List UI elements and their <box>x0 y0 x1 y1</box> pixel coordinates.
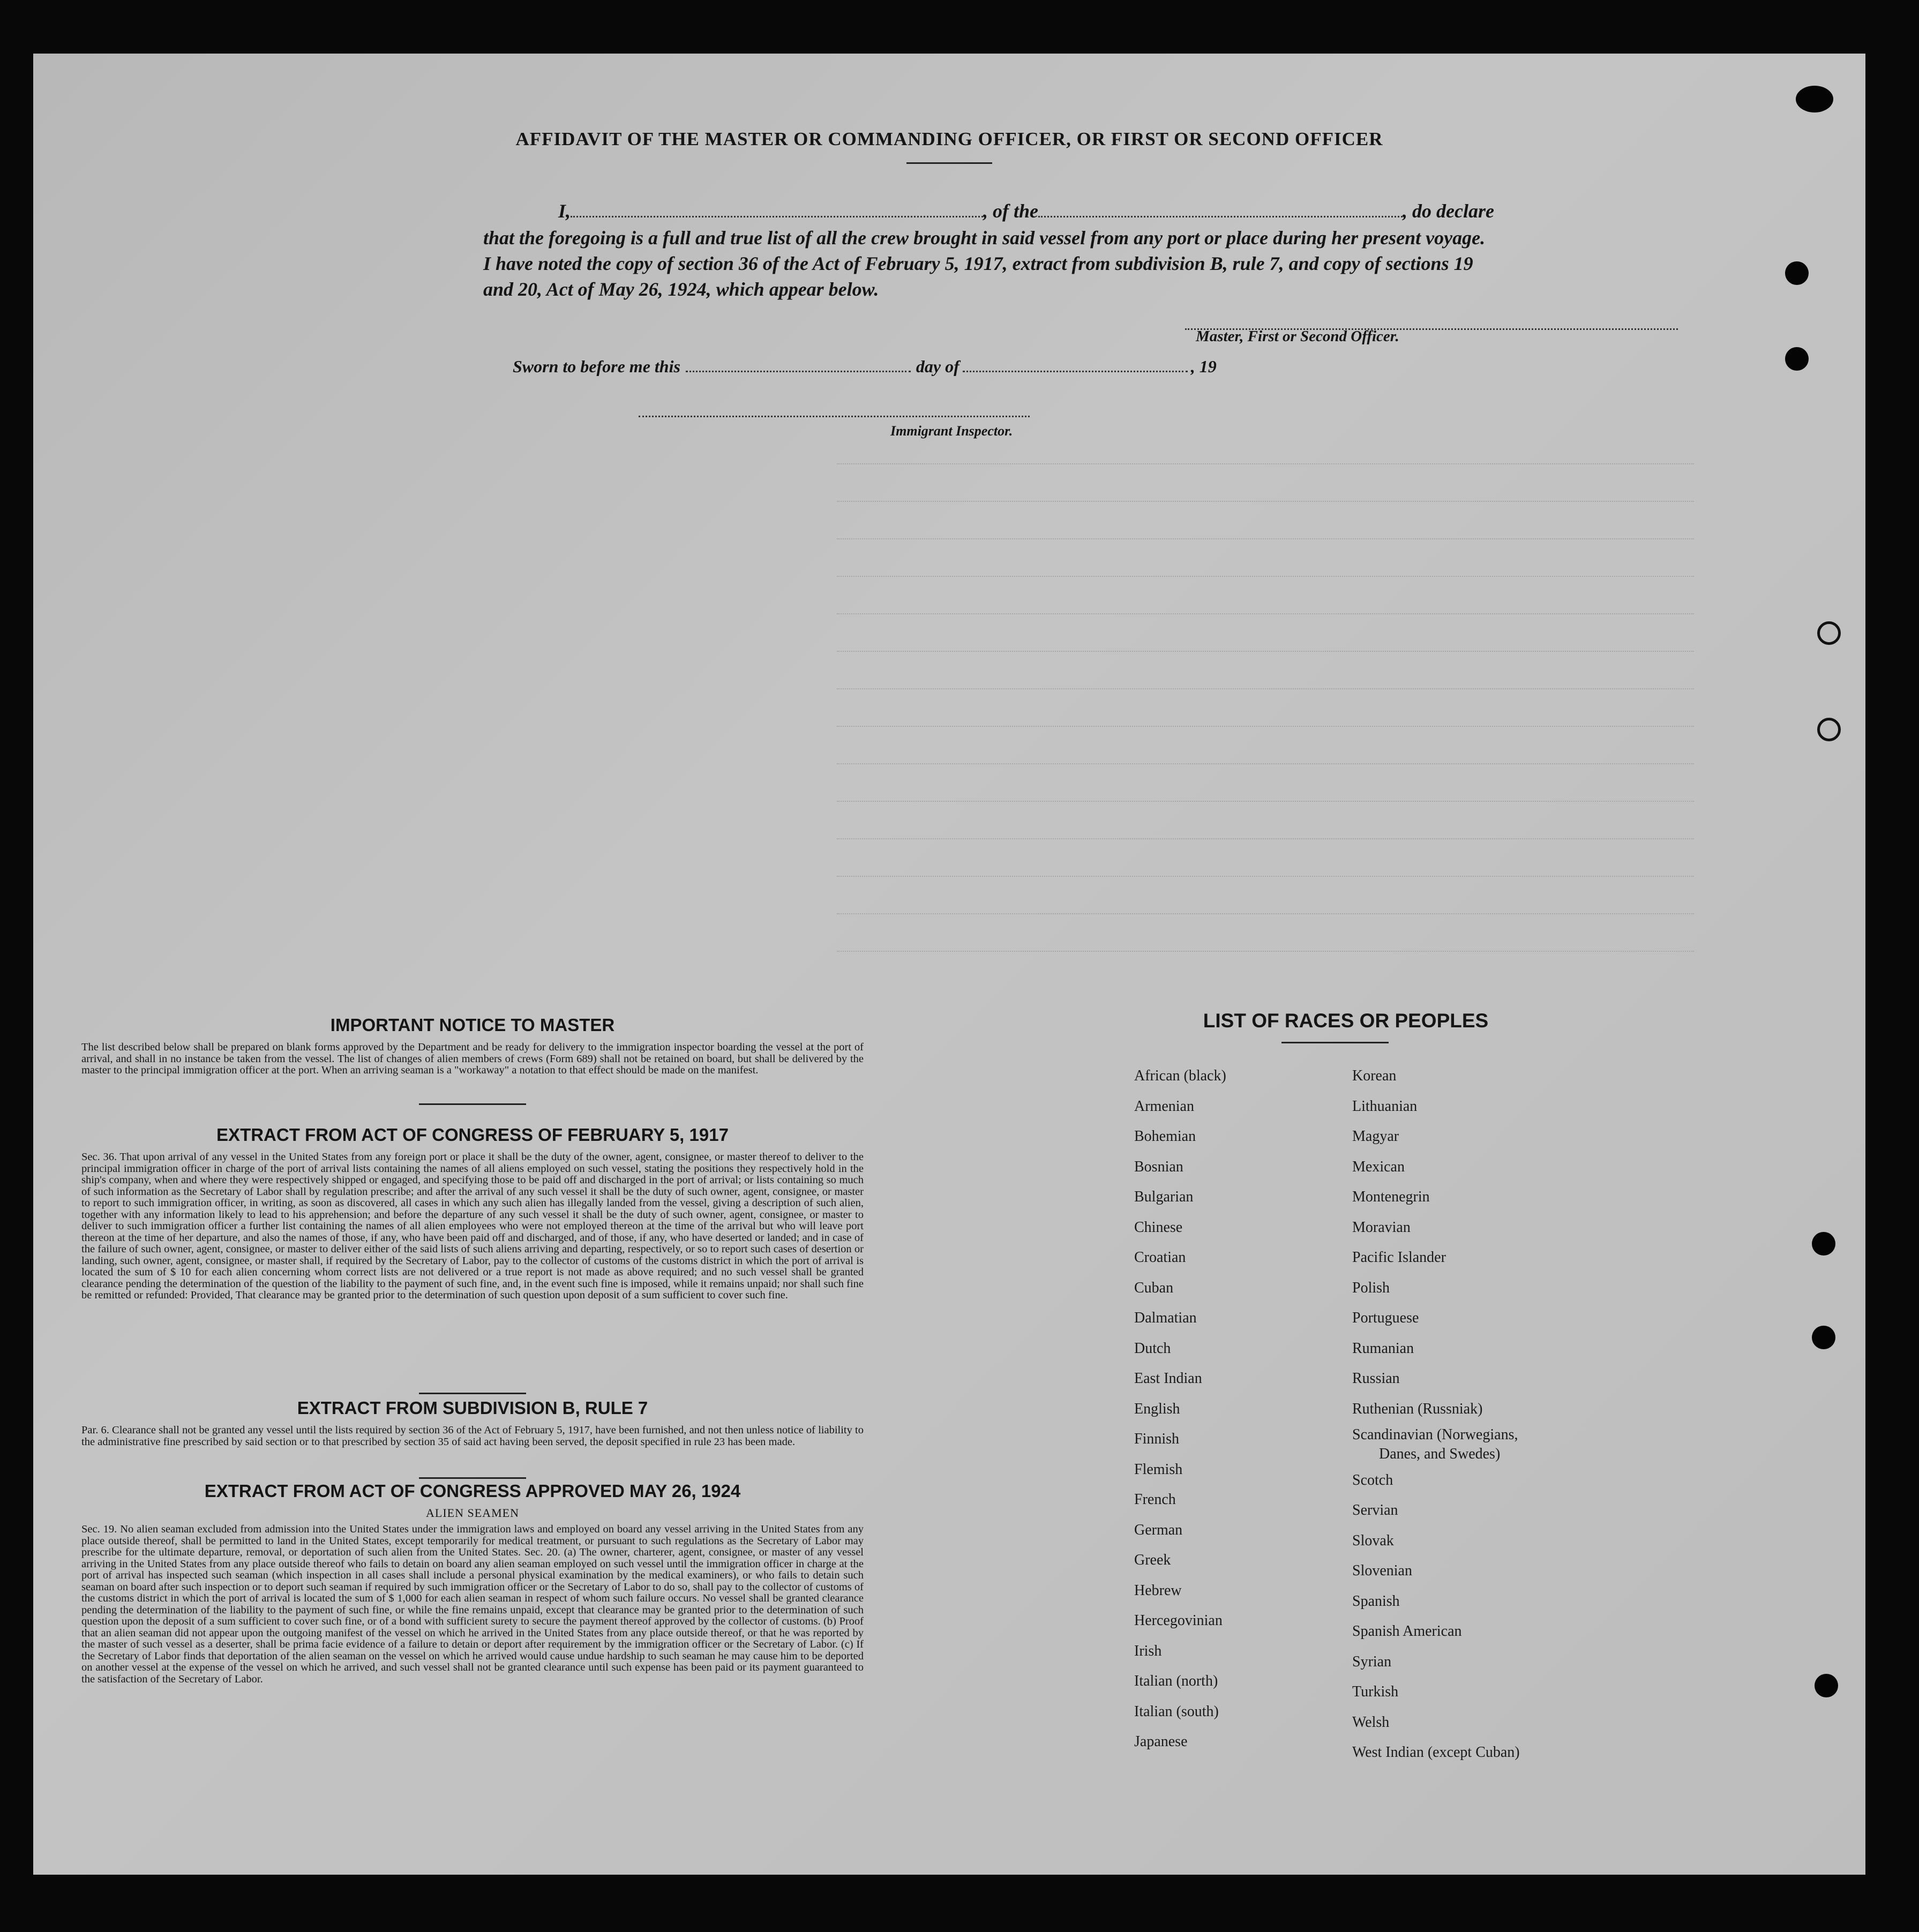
race-item: Pacific Islander <box>1352 1249 1446 1266</box>
race-item: Hercegovinian <box>1134 1612 1223 1629</box>
race-item: English <box>1134 1400 1180 1417</box>
affidavit-text-line-2: that the foregoing is a full and true list of all the crew brought in said vessel from any port or place during her present voyage. <box>483 227 1486 249</box>
declarant-prefix: I, <box>558 200 571 222</box>
punch-hole <box>1812 1232 1835 1256</box>
race-item: Slovak <box>1352 1532 1394 1549</box>
declarant-of-label: , of the <box>983 200 1039 222</box>
rule7-heading: EXTRACT FROM SUBDIVISION B, RULE 7 <box>297 1398 648 1418</box>
affidavit-text-line-3: I have noted the copy of section 36 of the Act of February 5, 1917, extract from subdivision B, rule 7, and copy of sections 19 <box>483 253 1473 274</box>
race-item: Spanish American <box>1352 1623 1462 1640</box>
declarant-name-field[interactable] <box>571 216 983 217</box>
punch-hole <box>1785 261 1809 285</box>
extract-1924-heading: EXTRACT FROM ACT OF CONGRESS APPROVED MAY 26, 1924 <box>204 1481 741 1501</box>
race-item: Chinese <box>1134 1219 1183 1236</box>
affidavit-text-line-4: and 20, Act of May 26, 1924, which appear below. <box>483 279 879 300</box>
race-item: Slovenian <box>1352 1562 1412 1579</box>
punch-hole <box>1796 86 1833 112</box>
race-item: Scotch <box>1352 1471 1393 1489</box>
race-item: Croatian <box>1134 1249 1186 1266</box>
race-item: Lithuanian <box>1352 1097 1418 1115</box>
affidavit-declaration-line <box>483 198 1501 224</box>
affidavit-title: AFFIDAVIT OF THE MASTER OR COMMANDING OFFICER, OR FIRST OR SECOND OFFICER <box>515 129 1383 149</box>
race-item: East Indian <box>1134 1370 1202 1387</box>
punch-hole <box>1815 1674 1838 1697</box>
inspector-signature-line[interactable] <box>639 411 1030 417</box>
notice-text: The list described below shall be prepared on blank forms approved by the Department and be ready for delivery to the immigration inspector boarding the vessel at the port of arrival, and shall in no instance be taken from the vessel. The list of changes of alien members of crews (Form 689) shall not be retained on board, but shall be delivered by the master to the principal immigration officer at the port. When an arriving seaman is a "workaway" a notation to that effect should be made on the manifest. <box>81 1041 864 1076</box>
extract-1924-subheading: ALIEN SEAMEN <box>426 1506 519 1520</box>
inspector-caption: Immigrant Inspector. <box>890 423 1013 439</box>
race-item: Korean <box>1352 1068 1397 1084</box>
punch-hole <box>1812 1326 1835 1349</box>
rule7-text: Par. 6. Clearance shall not be granted any vessel until the lists required by section 36 of the Act of February 5, 1917, have been furnished, and not then unless notice of liability to the administrative fine prescribed by said section or to that prescribed by section 35 of said act having been served, the deposit specified in rule 23 has been made. <box>81 1424 864 1448</box>
sworn-year-label: , 19 <box>1190 357 1217 376</box>
race-item: Welsh <box>1352 1713 1390 1731</box>
divider <box>419 1477 526 1479</box>
race-item: Greek <box>1134 1552 1171 1568</box>
sworn-day-label: day of <box>916 357 959 376</box>
punch-hole <box>1785 347 1809 371</box>
race-item: Italian (south) <box>1134 1703 1219 1720</box>
divider <box>419 1393 526 1394</box>
race-item: Mexican <box>1352 1158 1405 1175</box>
race-item: Armenian <box>1134 1097 1194 1115</box>
extract-1924-text: Sec. 19. No alien seaman excluded from admission into the United States under the immigration laws and employed on board any vessel arriving in the United States from any place outside thereof, shall be permitted to land in the United States, except temporarily for medical treatment, or pursuant to such regulations as the Secretary of Labor may prescribe for the ultimate departure, removal, or deportation of such alien from the United States. Sec. 20. (a) The owner, charterer, agent, consignee, or master of any vessel arriving in the United States from any place outside thereof who fails to detain on board any alien seaman employed on such vessel until the immigration officer in charge at the port of arrival has inspected such seaman (which inspection in all cases shall include a personal physical examination by the medical examiners), or who fails to detain such seaman on board after such inspection or to deport such seaman if required by such immigration officer or the Secretary of Labor to do so, shall pay to the collector of customs of the customs district in which the port of arrival is located the sum of $ 1,000 for each alien seaman in respect of whom such failure occurs. No vessel shall be granted clearance pending the determination of the liability to the payment of such fine, or while the fine remains unpaid, except that clearance may be granted prior to the determination of such question upon the deposit of a sum sufficient to cover such fine, or of a bond with sufficient surety to secure the payment thereof approved by the collector of customs. (b) Proof that an alien seaman did not appear upon the outgoing manifest of the vessel on which he arrived in the United States from any place outside thereof, or that he was reported by the master of such vessel as a deserter, shall be prima facie evidence of a failure to detain or deport after requirement by the immigration officer or the Secretary of Labor. (c) If the Secretary of Labor finds that deportation of the alien seaman on the vessel on which he arrived would cause undue hardship to such seaman he may cause him to be deported on another vessel at the expense of the vessel on which he arrived, and such vessel shall not be granted clearance until such expense has been paid or its payment guaranteed to the satisfaction of the Secretary of Labor. <box>81 1523 864 1685</box>
race-item: Bulgarian <box>1134 1189 1194 1205</box>
sworn-month-field[interactable] <box>963 371 1188 372</box>
race-item: Irish <box>1134 1642 1162 1659</box>
races-underline <box>1281 1042 1389 1043</box>
race-item: Scandinavian (Norwegians, <box>1352 1426 1518 1443</box>
race-item: Hebrew <box>1134 1582 1182 1599</box>
extract-1917-heading: EXTRACT FROM ACT OF CONGRESS OF FEBRUARY 5, 1917 <box>216 1125 729 1145</box>
title-underline <box>906 162 992 164</box>
sworn-prefix: Sworn to before me this <box>513 357 680 376</box>
form-page <box>33 54 1865 1875</box>
race-item: Portuguese <box>1352 1310 1419 1326</box>
race-item: Turkish <box>1352 1683 1399 1700</box>
punch-hole <box>1817 621 1841 645</box>
sworn-line <box>483 354 1501 379</box>
race-item: Servian <box>1352 1502 1398 1518</box>
race-item: Polish <box>1352 1279 1390 1296</box>
race-item: Moravian <box>1352 1219 1411 1236</box>
race-item: Bohemian <box>1134 1128 1196 1145</box>
declare-label: , do declare <box>1403 200 1494 222</box>
race-item: Russian <box>1352 1370 1400 1387</box>
race-item: Cuban <box>1134 1279 1174 1296</box>
race-item: Flemish <box>1134 1461 1183 1478</box>
race-item: West Indian (except Cuban) <box>1352 1744 1520 1761</box>
race-item: Rumanian <box>1352 1340 1414 1357</box>
race-item: Spanish <box>1352 1592 1400 1610</box>
race-item: Dalmatian <box>1134 1310 1197 1326</box>
notice-heading: IMPORTANT NOTICE TO MASTER <box>330 1015 615 1035</box>
race-item: Ruthenian (Russniak) <box>1352 1400 1483 1417</box>
race-item: Montenegrin <box>1352 1189 1430 1205</box>
vessel-name-field[interactable] <box>1038 216 1403 217</box>
punch-hole <box>1817 718 1841 741</box>
race-item: Magyar <box>1352 1128 1399 1145</box>
divider <box>419 1103 526 1105</box>
race-item: Finnish <box>1134 1431 1180 1447</box>
race-item: Syrian <box>1352 1653 1392 1670</box>
race-item: Dutch <box>1134 1340 1171 1357</box>
races-heading: LIST OF RACES OR PEOPLES <box>1203 1010 1489 1032</box>
race-item: Italian (north) <box>1134 1673 1218 1689</box>
race-item: African (black) <box>1134 1068 1226 1084</box>
race-item: Bosnian <box>1134 1158 1183 1175</box>
sworn-day-field[interactable] <box>686 371 911 372</box>
race-item: Danes, and Swedes) <box>1379 1446 1501 1462</box>
extract-1917-text: Sec. 36. That upon arrival of any vessel in the United States from any foreign port or place it shall be the duty of the owner, agent, consignee, or master thereof to deliver to the principal immigration officer in charge of the port of arrival lists containing the names of all aliens employed on such vessel, stating the positions they respectively hold in the ship's company, when and where they were respectively shipped or engaged, and specifying those to be paid off and discharged in the port of arrival; or lists containing so much of such information as the Secretary of Labor shall by regulation prescribe; and after the arrival of any such vessel it shall be the duty of such owner, agent, consignee, or master to report to such immigration officer, in writing, as soon as discovered, all cases in which any such alien has illegally landed from the vessel, giving a description of such alien, together with any information likely to lead to his apprehension; and before the departure of any such vessel it shall be the duty of such owner, agent, consignee, or master to deliver to such immigration officer a further list containing the names of all alien employees who were not employed thereon at the time of the arrival but who will leave port thereon at the time of her departure, and also the names of those, if any, who have been paid off and discharged, and of those, if any, who have deserted or landed; and in case of the failure of such owner, agent, consignee, or master to deliver either of the said lists of such aliens arriving and departing, respectively, or so to report such cases of desertion or landing, such owner, agent, consignee, or master shall, if required by the Secretary of Labor, pay to the collector of customs of the customs district in which the port of arrival is located the sum of $ 10 for each alien concerning whom correct lists are not delivered or a true report is not made as above required; and no such vessel shall be granted clearance pending the determination of the question of the liability to the payment of such fine, and, in the event such fine is imposed, while it remains unpaid; nor shall such fine be remitted or refunded: Provided, That clearance may be granted prior to the determination of such question upon deposit of a sum sufficient to cover such fine. <box>81 1151 864 1301</box>
race-item: German <box>1134 1521 1183 1538</box>
race-item: French <box>1134 1491 1176 1508</box>
master-caption: Master, First or Second Officer. <box>1196 328 1399 345</box>
race-item: Japanese <box>1134 1733 1188 1750</box>
